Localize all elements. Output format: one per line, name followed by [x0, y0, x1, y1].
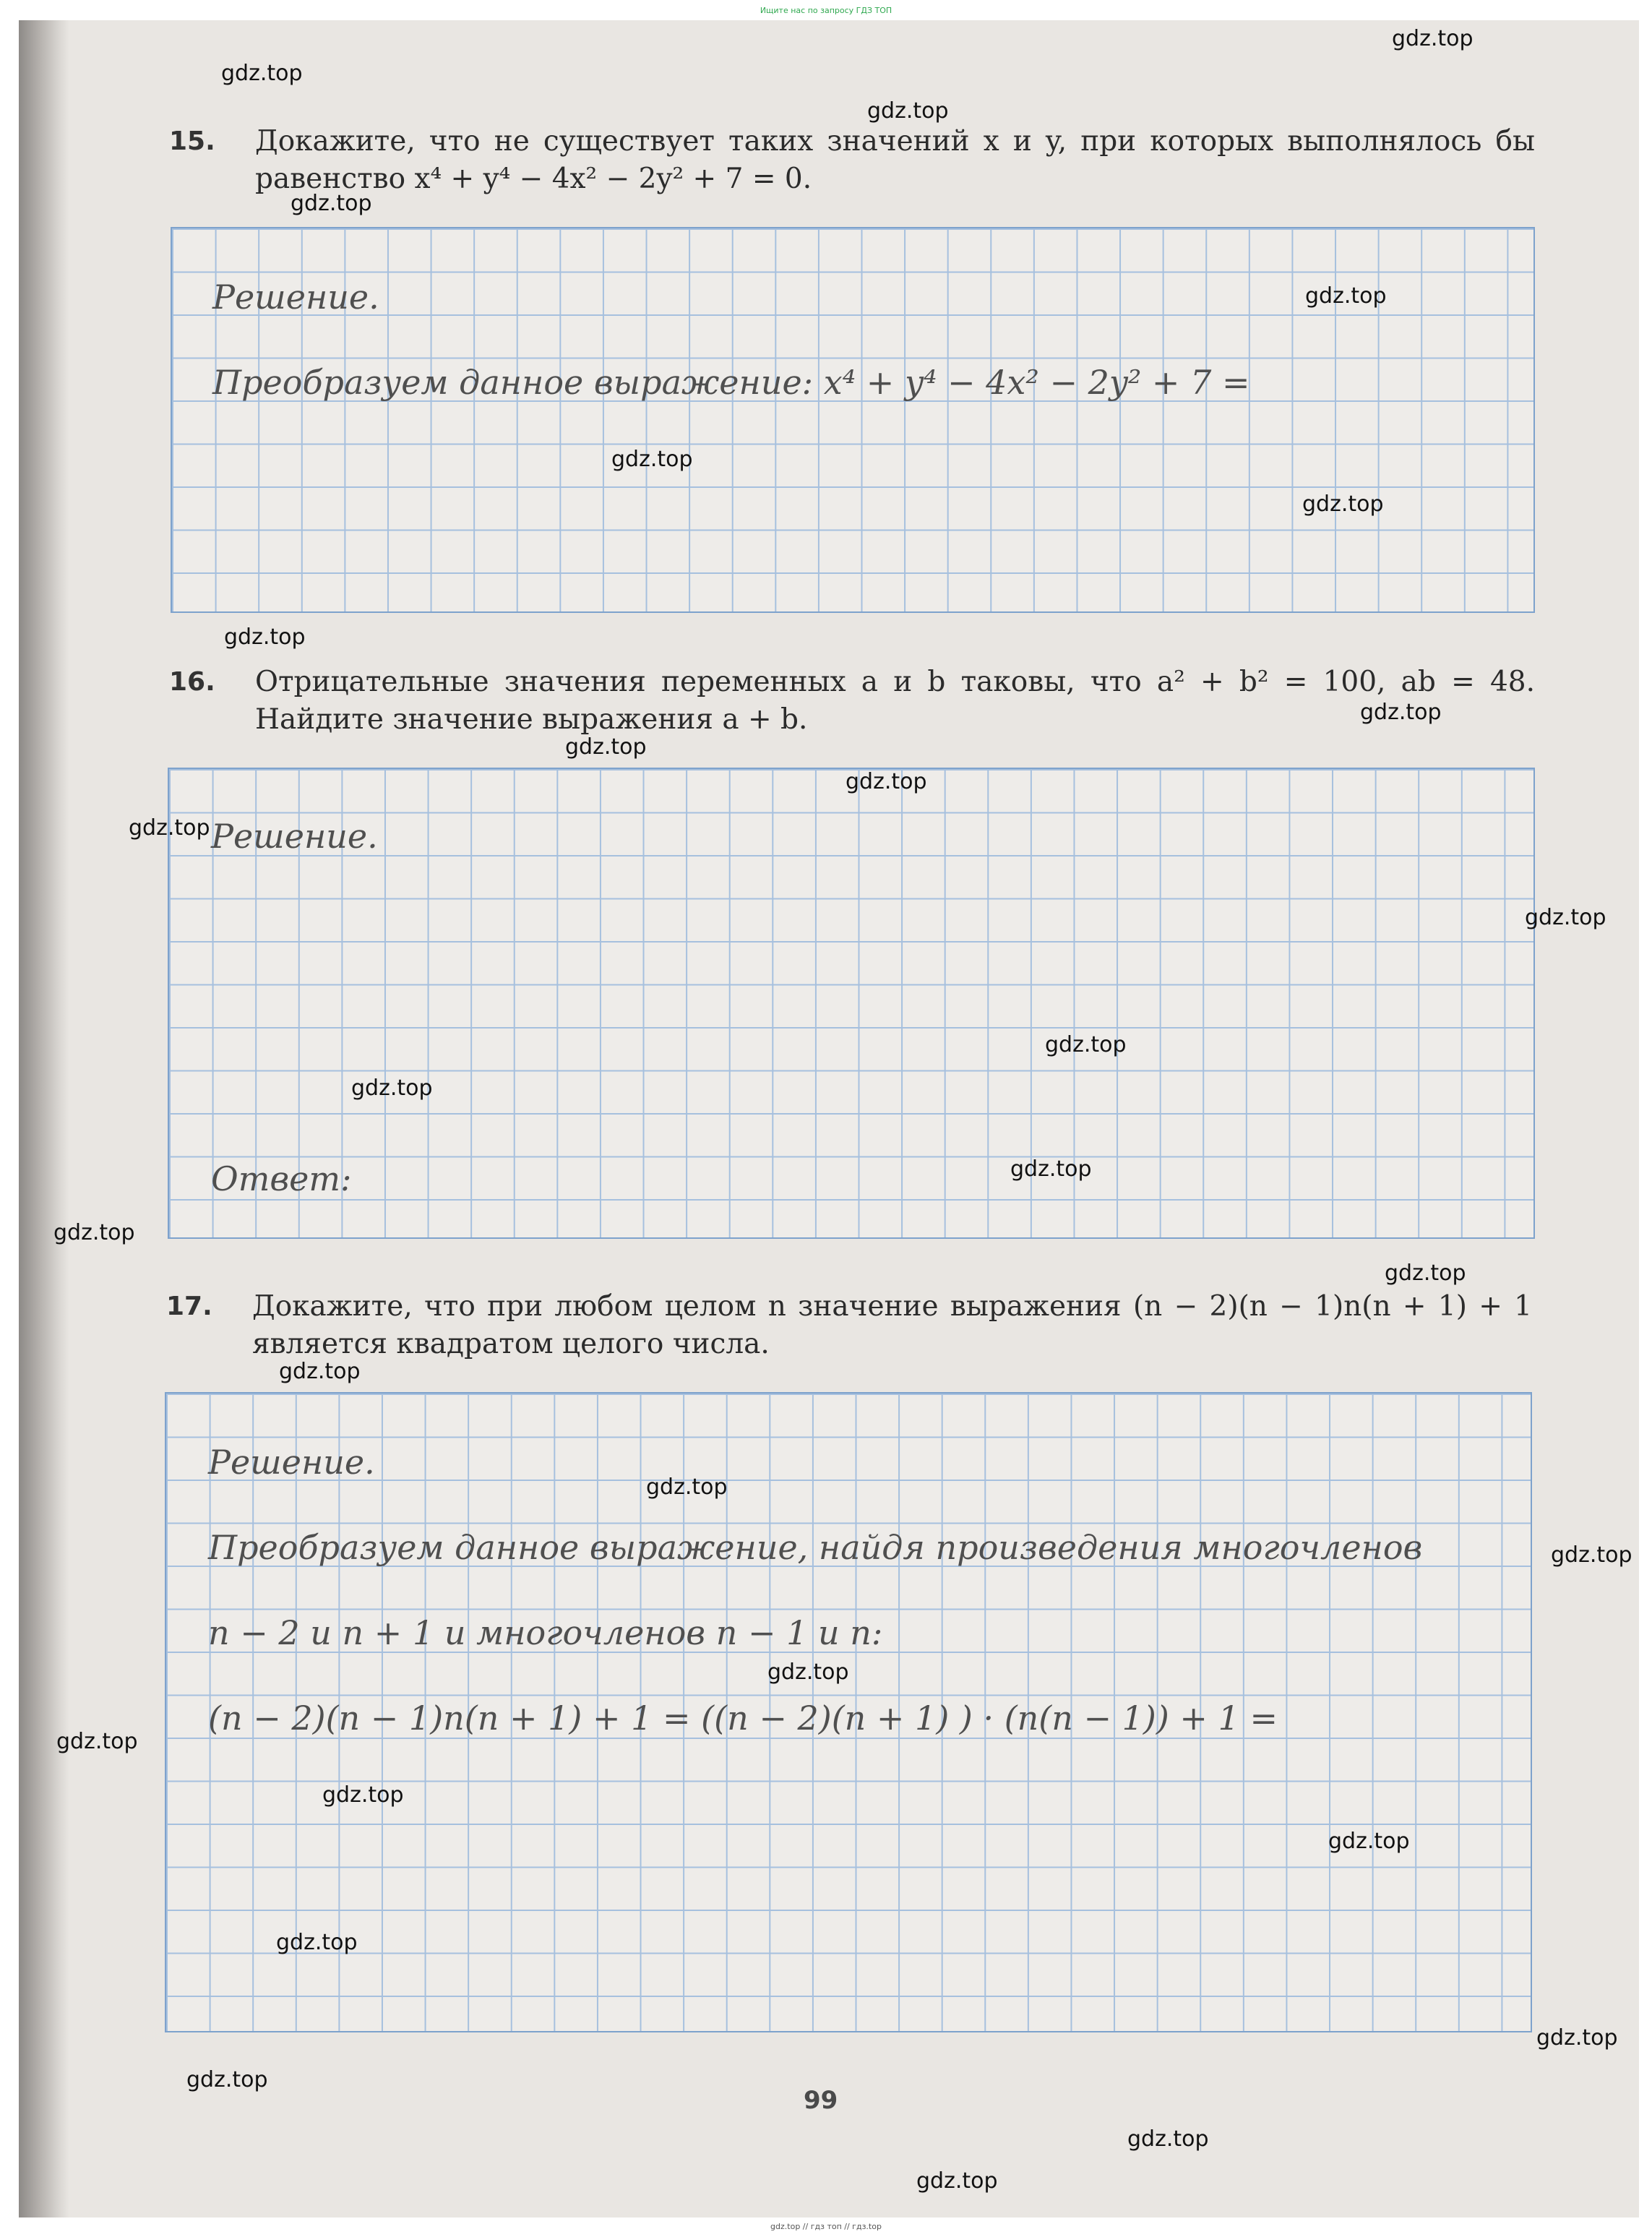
watermark: gdz.top — [646, 1474, 728, 1500]
task-17-number: 17. — [166, 1292, 212, 1321]
task-17-text: Докажите, что при любом целом n значение выражения (n − 2)(n − 1)n(n + 1) + 1 является квадратом целого числа. — [252, 1290, 1532, 1360]
footer-note: gdz.top // гдз топ // гдз.top — [770, 2222, 882, 2231]
watermark: gdz.top — [56, 1729, 138, 1754]
watermark: gdz.top — [1551, 1542, 1632, 1568]
watermark: gdz.top — [1127, 2126, 1209, 2152]
watermark: gdz.top — [291, 191, 372, 216]
task-15-solution-label: Решение. — [212, 278, 379, 317]
task-15-solution-line: Преобразуем данное выражение: x⁴ + y⁴ − 4x² − 2y² + 7 = — [212, 363, 1250, 402]
watermark: gdz.top — [1302, 491, 1384, 517]
watermark: gdz.top — [224, 624, 306, 650]
page-spine-shadow — [19, 20, 69, 2217]
watermark: gdz.top — [351, 1075, 433, 1101]
watermark: gdz.top — [186, 2067, 268, 2092]
watermark: gdz.top — [1392, 26, 1474, 51]
task-16-solution-label: Решение. — [211, 817, 378, 856]
watermark: gdz.top — [53, 1220, 135, 1245]
watermark: gdz.top — [1536, 2025, 1618, 2051]
page-number: 99 — [804, 2086, 838, 2115]
task-17 — [166, 1288, 1532, 1363]
watermark: gdz.top — [611, 447, 693, 472]
watermark: gdz.top — [1385, 1261, 1466, 1286]
watermark: gdz.top — [916, 2168, 998, 2194]
watermark: gdz.top — [1525, 905, 1606, 930]
task-16-number: 16. — [169, 667, 215, 697]
task-16 — [169, 664, 1535, 739]
watermark: gdz.top — [767, 1659, 849, 1685]
header-note: Ищите нас по запросу ГДЗ ТОП — [760, 6, 892, 15]
watermark: gdz.top — [867, 98, 949, 124]
task-16-answer-label: Ответ: — [211, 1159, 352, 1198]
task-15-number: 15. — [169, 126, 215, 156]
watermark: gdz.top — [1328, 1829, 1410, 1854]
task-15-text: Докажите, что не существует таких значений x и y, при которых выполнялось бы равенство x⁴ + y⁴ − 4x² − 2y² + 7 = 0. — [255, 125, 1535, 195]
task-17-solution-line-3: (n − 2)(n − 1)n(n + 1) + 1 = ((n − 2)(n + 1) ) · (n(n − 1)) + 1 = — [208, 1699, 1278, 1738]
watermark: gdz.top — [1305, 283, 1387, 309]
watermark: gdz.top — [565, 734, 647, 760]
task-17-solution-line-2: n − 2 и n + 1 и многочленов n − 1 и n: — [208, 1613, 883, 1652]
watermark: gdz.top — [322, 1782, 404, 1808]
watermark: gdz.top — [1360, 700, 1442, 725]
watermark: gdz.top — [279, 1359, 361, 1384]
watermark: gdz.top — [1045, 1032, 1127, 1057]
watermark: gdz.top — [276, 1930, 358, 1955]
task-15 — [169, 123, 1535, 198]
task-17-solution-line-1: Преобразуем данное выражение, найдя произведения многочленов — [208, 1528, 1423, 1567]
watermark: gdz.top — [129, 815, 210, 841]
watermark: gdz.top — [1010, 1156, 1092, 1182]
watermark: gdz.top — [221, 61, 303, 86]
task-16-text: Отрицательные значения переменных a и b таковы, что a² + b² = 100, ab = 48. Найдите значение выражения a + b. — [255, 666, 1535, 736]
watermark: gdz.top — [846, 769, 927, 794]
task-17-solution-label: Решение. — [208, 1443, 375, 1482]
